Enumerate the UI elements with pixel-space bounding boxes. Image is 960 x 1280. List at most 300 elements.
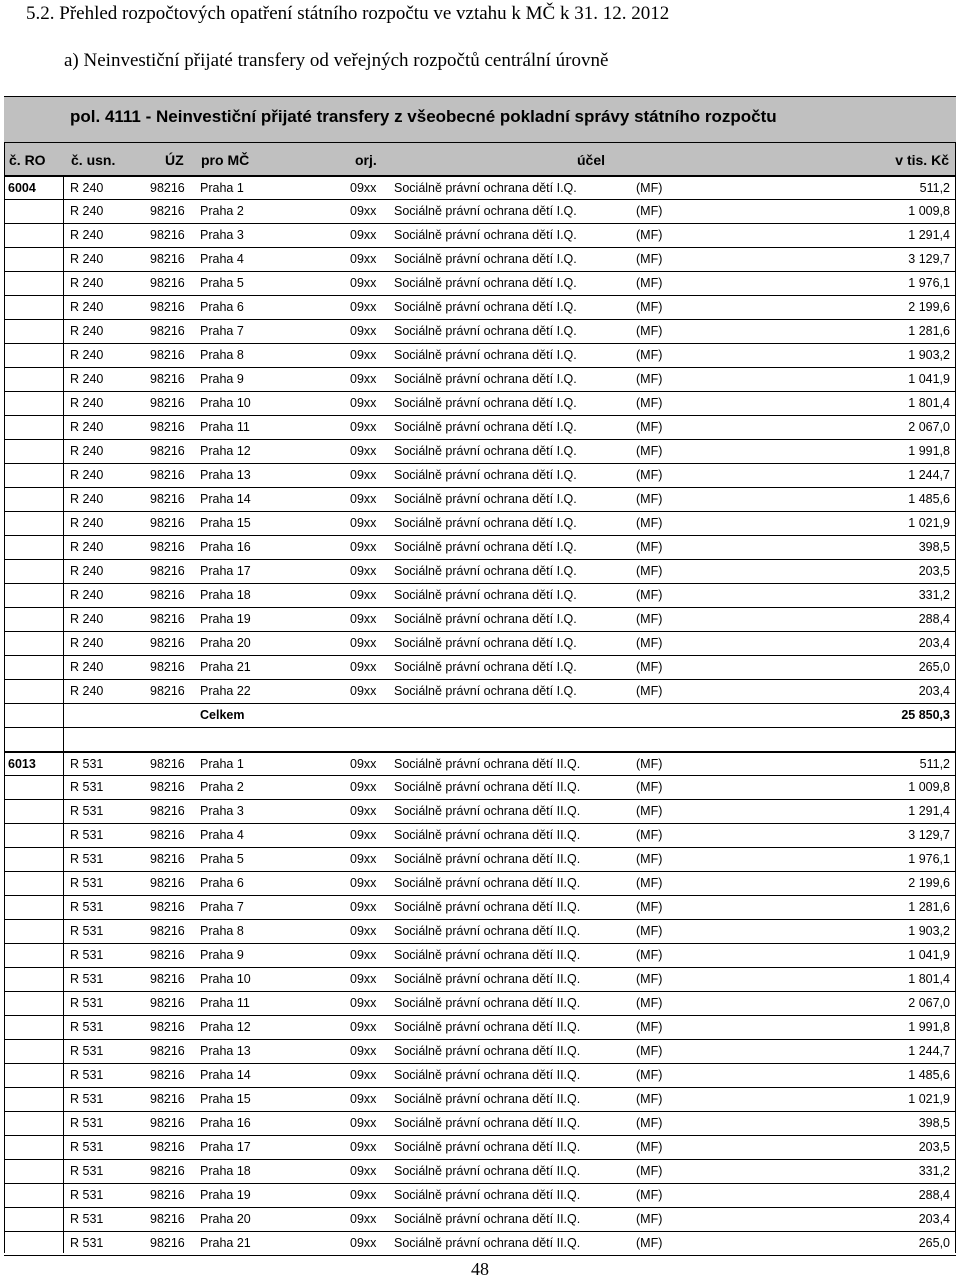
row-src: (MF) <box>636 396 663 410</box>
row-ucel: Sociálně právní ochrana dětí II.Q. <box>394 876 581 890</box>
row-amount: 1 801,4 <box>908 972 950 986</box>
row-ucel: Sociálně právní ochrana dětí I.Q. <box>394 228 577 242</box>
row-src: (MF) <box>636 900 663 914</box>
row-orj: 09xx <box>350 1020 377 1034</box>
row-amount: 1 281,6 <box>908 324 950 338</box>
row-usn: R 531 <box>70 900 104 914</box>
row-ucel: Sociálně právní ochrana dětí II.Q. <box>394 1116 581 1130</box>
row-usn: R 240 <box>70 516 104 530</box>
row-orj: 09xx <box>350 924 377 938</box>
table-row <box>4 368 956 392</box>
row-mc: Praha 17 <box>200 1140 251 1154</box>
row-amount: 1 291,4 <box>908 228 950 242</box>
row-src: (MF) <box>636 636 663 650</box>
row-usn: R 531 <box>70 1236 104 1250</box>
row-amount: 2 067,0 <box>908 420 950 434</box>
row-orj: 09xx <box>350 588 377 602</box>
row-src: (MF) <box>636 444 663 458</box>
row-src: (MF) <box>636 660 663 674</box>
row-mc: Praha 5 <box>200 852 244 866</box>
row-amount: 511,2 <box>919 757 950 771</box>
row-uz: 98216 <box>150 348 185 362</box>
row-mc: Praha 12 <box>200 1020 251 1034</box>
table-row <box>4 488 956 512</box>
row-amount: 1 801,4 <box>908 396 950 410</box>
row-mc: Praha 15 <box>200 1092 251 1106</box>
header-usn: č. usn. <box>71 152 116 168</box>
section-heading: 5.2. Přehled rozpočtových opatření státního rozpočtu ve vztahu k MČ k 31. 12. 2012 <box>26 3 670 24</box>
row-usn: R 240 <box>70 636 104 650</box>
row-src: (MF) <box>636 684 663 698</box>
table-row <box>4 968 956 992</box>
row-orj: 09xx <box>350 1116 377 1130</box>
row-uz: 98216 <box>150 1164 185 1178</box>
row-mc: Praha 3 <box>200 228 244 242</box>
row-uz: 98216 <box>150 996 185 1010</box>
row-mc: Praha 8 <box>200 348 244 362</box>
row-orj: 09xx <box>350 612 377 626</box>
row-orj: 09xx <box>350 372 377 386</box>
row-uz: 98216 <box>150 1068 185 1082</box>
row-uz: 98216 <box>150 204 185 218</box>
row-uz: 98216 <box>150 516 185 530</box>
row-src: (MF) <box>636 1236 663 1250</box>
table-row <box>4 752 956 776</box>
row-uz: 98216 <box>150 181 185 195</box>
row-ucel: Sociálně právní ochrana dětí I.Q. <box>394 684 577 698</box>
row-src: (MF) <box>636 1140 663 1154</box>
row-usn: R 531 <box>70 1188 104 1202</box>
row-mc: Praha 4 <box>200 828 244 842</box>
row-amount: 288,4 <box>918 1188 950 1202</box>
row-ucel: Sociálně právní ochrana dětí II.Q. <box>394 1020 581 1034</box>
table-row <box>4 1208 956 1232</box>
row-usn: R 240 <box>70 300 104 314</box>
row-usn: R 240 <box>70 468 104 482</box>
row-amount: 1 291,4 <box>908 804 950 818</box>
row-ucel: Sociálně právní ochrana dětí I.Q. <box>394 372 577 386</box>
row-usn: R 531 <box>70 924 104 938</box>
table-row <box>4 512 956 536</box>
row-uz: 98216 <box>150 804 185 818</box>
row-amount: 203,4 <box>918 684 950 698</box>
row-mc: Praha 13 <box>200 468 251 482</box>
row-mc: Praha 21 <box>200 660 251 674</box>
row-orj: 09xx <box>350 540 377 554</box>
row-amount: 3 129,7 <box>908 252 950 266</box>
row-amount: 1 903,2 <box>908 924 950 938</box>
row-orj: 09xx <box>350 564 377 578</box>
table-row <box>4 1160 956 1184</box>
table-row <box>4 632 956 656</box>
row-mc: Praha 17 <box>200 564 251 578</box>
row-orj: 09xx <box>350 348 377 362</box>
row-usn: R 531 <box>70 1212 104 1226</box>
row-usn: R 531 <box>70 1020 104 1034</box>
table-row <box>4 560 956 584</box>
row-orj: 09xx <box>350 324 377 338</box>
row-orj: 09xx <box>350 804 377 818</box>
row-usn: R 531 <box>70 852 104 866</box>
table-row <box>4 296 956 320</box>
row-mc: Praha 9 <box>200 372 244 386</box>
header-amount: v tis. Kč <box>895 152 949 168</box>
row-orj: 09xx <box>350 757 377 771</box>
row-ucel: Sociálně právní ochrana dětí I.Q. <box>394 612 577 626</box>
row-amount: 398,5 <box>918 540 950 554</box>
row-src: (MF) <box>636 828 663 842</box>
table-row <box>4 680 956 704</box>
row-mc: Praha 19 <box>200 1188 251 1202</box>
row-mc: Praha 22 <box>200 684 251 698</box>
table-row <box>4 896 956 920</box>
row-orj: 09xx <box>350 1140 377 1154</box>
row-ucel: Sociálně právní ochrana dětí II.Q. <box>394 1068 581 1082</box>
row-ro: 6004 <box>8 181 36 195</box>
table-header <box>4 142 956 176</box>
row-amount: 1 041,9 <box>908 948 950 962</box>
row-ucel: Sociálně právní ochrana dětí II.Q. <box>394 1092 581 1106</box>
row-uz: 98216 <box>150 972 185 986</box>
row-src: (MF) <box>636 948 663 962</box>
row-mc: Praha 3 <box>200 804 244 818</box>
row-orj: 09xx <box>350 900 377 914</box>
row-orj: 09xx <box>350 181 377 195</box>
table-row <box>4 344 956 368</box>
row-mc: Praha 15 <box>200 516 251 530</box>
row-amount: 2 199,6 <box>908 876 950 890</box>
row-uz: 98216 <box>150 300 185 314</box>
row-ucel: Sociálně právní ochrana dětí II.Q. <box>394 996 581 1010</box>
table-row <box>4 848 956 872</box>
row-orj: 09xx <box>350 1236 377 1250</box>
row-src: (MF) <box>636 1044 663 1058</box>
row-amount: 398,5 <box>918 1116 950 1130</box>
row-amount: 1 009,8 <box>908 780 950 794</box>
table-row <box>4 1136 956 1160</box>
row-orj: 09xx <box>350 852 377 866</box>
row-src: (MF) <box>636 228 663 242</box>
row-ucel: Sociálně právní ochrana dětí II.Q. <box>394 924 581 938</box>
row-orj: 09xx <box>350 684 377 698</box>
row-usn: R 240 <box>70 228 104 242</box>
row-mc: Praha 1 <box>200 757 244 771</box>
row-src: (MF) <box>636 540 663 554</box>
table-row <box>4 920 956 944</box>
row-mc: Praha 16 <box>200 1116 251 1130</box>
row-src: (MF) <box>636 252 663 266</box>
row-uz: 98216 <box>150 372 185 386</box>
row-mc: Praha 20 <box>200 1212 251 1226</box>
row-amount: 1 485,6 <box>908 492 950 506</box>
table-banner <box>4 96 956 142</box>
row-uz: 98216 <box>150 564 185 578</box>
row-mc: Praha 8 <box>200 924 244 938</box>
row-mc: Praha 5 <box>200 276 244 290</box>
row-ucel: Sociálně právní ochrana dětí I.Q. <box>394 181 577 195</box>
row-usn: R 240 <box>70 252 104 266</box>
row-usn: R 240 <box>70 348 104 362</box>
row-uz: 98216 <box>150 684 185 698</box>
table-row <box>4 944 956 968</box>
row-usn: R 531 <box>70 1068 104 1082</box>
row-amount: 1 976,1 <box>908 276 950 290</box>
row-ucel: Sociálně právní ochrana dětí I.Q. <box>394 348 577 362</box>
row-uz: 98216 <box>150 1020 185 1034</box>
row-src: (MF) <box>636 468 663 482</box>
row-orj: 09xx <box>350 780 377 794</box>
row-src: (MF) <box>636 420 663 434</box>
row-amount: 1 041,9 <box>908 372 950 386</box>
row-usn: R 531 <box>70 876 104 890</box>
row-amount: 511,2 <box>919 181 950 195</box>
row-uz: 98216 <box>150 948 185 962</box>
row-usn: R 240 <box>70 540 104 554</box>
row-uz: 98216 <box>150 900 185 914</box>
row-ucel: Sociálně právní ochrana dětí I.Q. <box>394 276 577 290</box>
row-mc: Praha 6 <box>200 300 244 314</box>
row-uz: 98216 <box>150 1140 185 1154</box>
table-row <box>4 416 956 440</box>
row-usn: R 531 <box>70 948 104 962</box>
row-mc: Praha 4 <box>200 252 244 266</box>
row-orj: 09xx <box>350 1044 377 1058</box>
row-uz: 98216 <box>150 1236 185 1250</box>
row-usn: R 240 <box>70 324 104 338</box>
row-ucel: Sociálně právní ochrana dětí I.Q. <box>394 252 577 266</box>
row-ucel: Sociálně právní ochrana dětí I.Q. <box>394 516 577 530</box>
row-amount: 331,2 <box>918 1164 950 1178</box>
table-row <box>4 584 956 608</box>
header-ro: č. RO <box>9 152 46 168</box>
row-orj: 09xx <box>350 948 377 962</box>
header-ucel: účel <box>577 152 606 168</box>
table-row <box>4 992 956 1016</box>
row-src: (MF) <box>636 372 663 386</box>
row-mc: Praha 12 <box>200 444 251 458</box>
row-ro: 6013 <box>8 757 36 771</box>
row-amount: 1 244,7 <box>908 468 950 482</box>
row-src: (MF) <box>636 300 663 314</box>
row-mc: Celkem <box>200 708 245 722</box>
row-ucel: Sociálně právní ochrana dětí I.Q. <box>394 204 577 218</box>
row-src: (MF) <box>636 757 663 771</box>
table-row <box>4 464 956 488</box>
row-src: (MF) <box>636 852 663 866</box>
row-uz: 98216 <box>150 828 185 842</box>
table-row <box>4 656 956 680</box>
row-ucel: Sociálně právní ochrana dětí I.Q. <box>394 660 577 674</box>
table-row <box>4 224 956 248</box>
row-ucel: Sociálně právní ochrana dětí II.Q. <box>394 972 581 986</box>
row-orj: 09xx <box>350 660 377 674</box>
row-src: (MF) <box>636 876 663 890</box>
row-ucel: Sociálně právní ochrana dětí I.Q. <box>394 444 577 458</box>
row-uz: 98216 <box>150 876 185 890</box>
row-usn: R 531 <box>70 757 104 771</box>
row-orj: 09xx <box>350 1212 377 1226</box>
row-orj: 09xx <box>350 828 377 842</box>
row-mc: Praha 9 <box>200 948 244 962</box>
row-ucel: Sociálně právní ochrana dětí I.Q. <box>394 300 577 314</box>
row-src: (MF) <box>636 612 663 626</box>
row-ucel: Sociálně právní ochrana dětí I.Q. <box>394 468 577 482</box>
row-uz: 98216 <box>150 1044 185 1058</box>
row-mc: Praha 2 <box>200 204 244 218</box>
row-uz: 98216 <box>150 276 185 290</box>
total-row <box>4 704 956 728</box>
row-uz: 98216 <box>150 420 185 434</box>
row-src: (MF) <box>636 780 663 794</box>
row-amount: 3 129,7 <box>908 828 950 842</box>
table-row <box>4 824 956 848</box>
row-orj: 09xx <box>350 300 377 314</box>
row-src: (MF) <box>636 324 663 338</box>
row-ucel: Sociálně právní ochrana dětí II.Q. <box>394 804 581 818</box>
row-amount: 1 009,8 <box>908 204 950 218</box>
table-row <box>4 1184 956 1208</box>
row-src: (MF) <box>636 204 663 218</box>
row-orj: 09xx <box>350 996 377 1010</box>
row-ucel: Sociálně právní ochrana dětí II.Q. <box>394 757 581 771</box>
row-uz: 98216 <box>150 1212 185 1226</box>
row-uz: 98216 <box>150 636 185 650</box>
row-usn: R 531 <box>70 1044 104 1058</box>
row-uz: 98216 <box>150 924 185 938</box>
spacer-row <box>4 728 956 752</box>
row-orj: 09xx <box>350 468 377 482</box>
row-mc: Praha 10 <box>200 972 251 986</box>
header-uz: ÚZ <box>165 152 184 168</box>
row-orj: 09xx <box>350 444 377 458</box>
row-mc: Praha 10 <box>200 396 251 410</box>
row-src: (MF) <box>636 588 663 602</box>
table-row <box>4 536 956 560</box>
row-amount: 1 903,2 <box>908 348 950 362</box>
row-src: (MF) <box>636 181 663 195</box>
row-orj: 09xx <box>350 1092 377 1106</box>
header-orj: orj. <box>355 152 377 168</box>
row-src: (MF) <box>636 348 663 362</box>
row-ucel: Sociálně právní ochrana dětí II.Q. <box>394 828 581 842</box>
row-amount: 1 976,1 <box>908 852 950 866</box>
row-uz: 98216 <box>150 588 185 602</box>
table-row <box>4 440 956 464</box>
row-usn: R 240 <box>70 396 104 410</box>
row-ucel: Sociálně právní ochrana dětí I.Q. <box>394 492 577 506</box>
row-orj: 09xx <box>350 396 377 410</box>
row-src: (MF) <box>636 1068 663 1082</box>
subsection-heading: a) Neinvestiční přijaté transfery od veřejných rozpočtů centrální úrovně <box>64 50 609 71</box>
row-mc: Praha 11 <box>200 420 250 434</box>
row-orj: 09xx <box>350 636 377 650</box>
row-uz: 98216 <box>150 324 185 338</box>
row-usn: R 240 <box>70 492 104 506</box>
row-src: (MF) <box>636 492 663 506</box>
row-amount: 1 021,9 <box>908 1092 950 1106</box>
row-usn: R 531 <box>70 828 104 842</box>
row-mc: Praha 11 <box>200 996 250 1010</box>
table-row <box>4 272 956 296</box>
row-usn: R 240 <box>70 684 104 698</box>
row-orj: 09xx <box>350 516 377 530</box>
row-ucel: Sociálně právní ochrana dětí II.Q. <box>394 1188 581 1202</box>
row-src: (MF) <box>636 972 663 986</box>
row-amount: 203,4 <box>918 636 950 650</box>
row-mc: Praha 21 <box>200 1236 251 1250</box>
row-usn: R 531 <box>70 804 104 818</box>
row-src: (MF) <box>636 996 663 1010</box>
row-usn: R 240 <box>70 181 104 195</box>
row-uz: 98216 <box>150 468 185 482</box>
row-uz: 98216 <box>150 444 185 458</box>
row-uz: 98216 <box>150 396 185 410</box>
row-src: (MF) <box>636 276 663 290</box>
page-number: 48 <box>471 1259 489 1279</box>
row-amount: 203,4 <box>918 1212 950 1226</box>
row-amount: 1 281,6 <box>908 900 950 914</box>
row-uz: 98216 <box>150 660 185 674</box>
row-ucel: Sociálně právní ochrana dětí I.Q. <box>394 564 577 578</box>
table-row <box>4 1112 956 1136</box>
table-row <box>4 1016 956 1040</box>
row-ucel: Sociálně právní ochrana dětí II.Q. <box>394 948 581 962</box>
row-src: (MF) <box>636 924 663 938</box>
row-amount: 1 244,7 <box>908 1044 950 1058</box>
row-uz: 98216 <box>150 612 185 626</box>
row-ucel: Sociálně právní ochrana dětí II.Q. <box>394 1164 581 1178</box>
table-row <box>4 800 956 824</box>
row-uz: 98216 <box>150 1092 185 1106</box>
table-row <box>4 392 956 416</box>
row-uz: 98216 <box>150 1188 185 1202</box>
row-mc: Praha 18 <box>200 588 251 602</box>
row-uz: 98216 <box>150 228 185 242</box>
row-usn: R 531 <box>70 972 104 986</box>
row-src: (MF) <box>636 1020 663 1034</box>
row-mc: Praha 14 <box>200 492 251 506</box>
row-src: (MF) <box>636 804 663 818</box>
row-uz: 98216 <box>150 852 185 866</box>
row-mc: Praha 16 <box>200 540 251 554</box>
row-mc: Praha 18 <box>200 1164 251 1178</box>
row-amount: 1 991,8 <box>908 1020 950 1034</box>
row-orj: 09xx <box>350 1164 377 1178</box>
row-orj: 09xx <box>350 420 377 434</box>
row-orj: 09xx <box>350 204 377 218</box>
row-ucel: Sociálně právní ochrana dětí II.Q. <box>394 1212 581 1226</box>
row-mc: Praha 1 <box>200 181 244 195</box>
row-mc: Praha 7 <box>200 324 244 338</box>
table-row <box>4 608 956 632</box>
row-usn: R 531 <box>70 780 104 794</box>
row-ucel: Sociálně právní ochrana dětí II.Q. <box>394 1140 581 1154</box>
table-row <box>4 248 956 272</box>
row-ucel: Sociálně právní ochrana dětí II.Q. <box>394 1044 581 1058</box>
row-amount: 25 850,3 <box>901 708 950 722</box>
row-ucel: Sociálně právní ochrana dětí I.Q. <box>394 588 577 602</box>
row-orj: 09xx <box>350 972 377 986</box>
table-row <box>4 320 956 344</box>
row-src: (MF) <box>636 1164 663 1178</box>
row-amount: 2 067,0 <box>908 996 950 1010</box>
row-amount: 265,0 <box>918 660 950 674</box>
row-usn: R 240 <box>70 564 104 578</box>
row-mc: Praha 2 <box>200 780 244 794</box>
row-src: (MF) <box>636 1116 663 1130</box>
row-orj: 09xx <box>350 252 377 266</box>
table-row <box>4 176 956 200</box>
